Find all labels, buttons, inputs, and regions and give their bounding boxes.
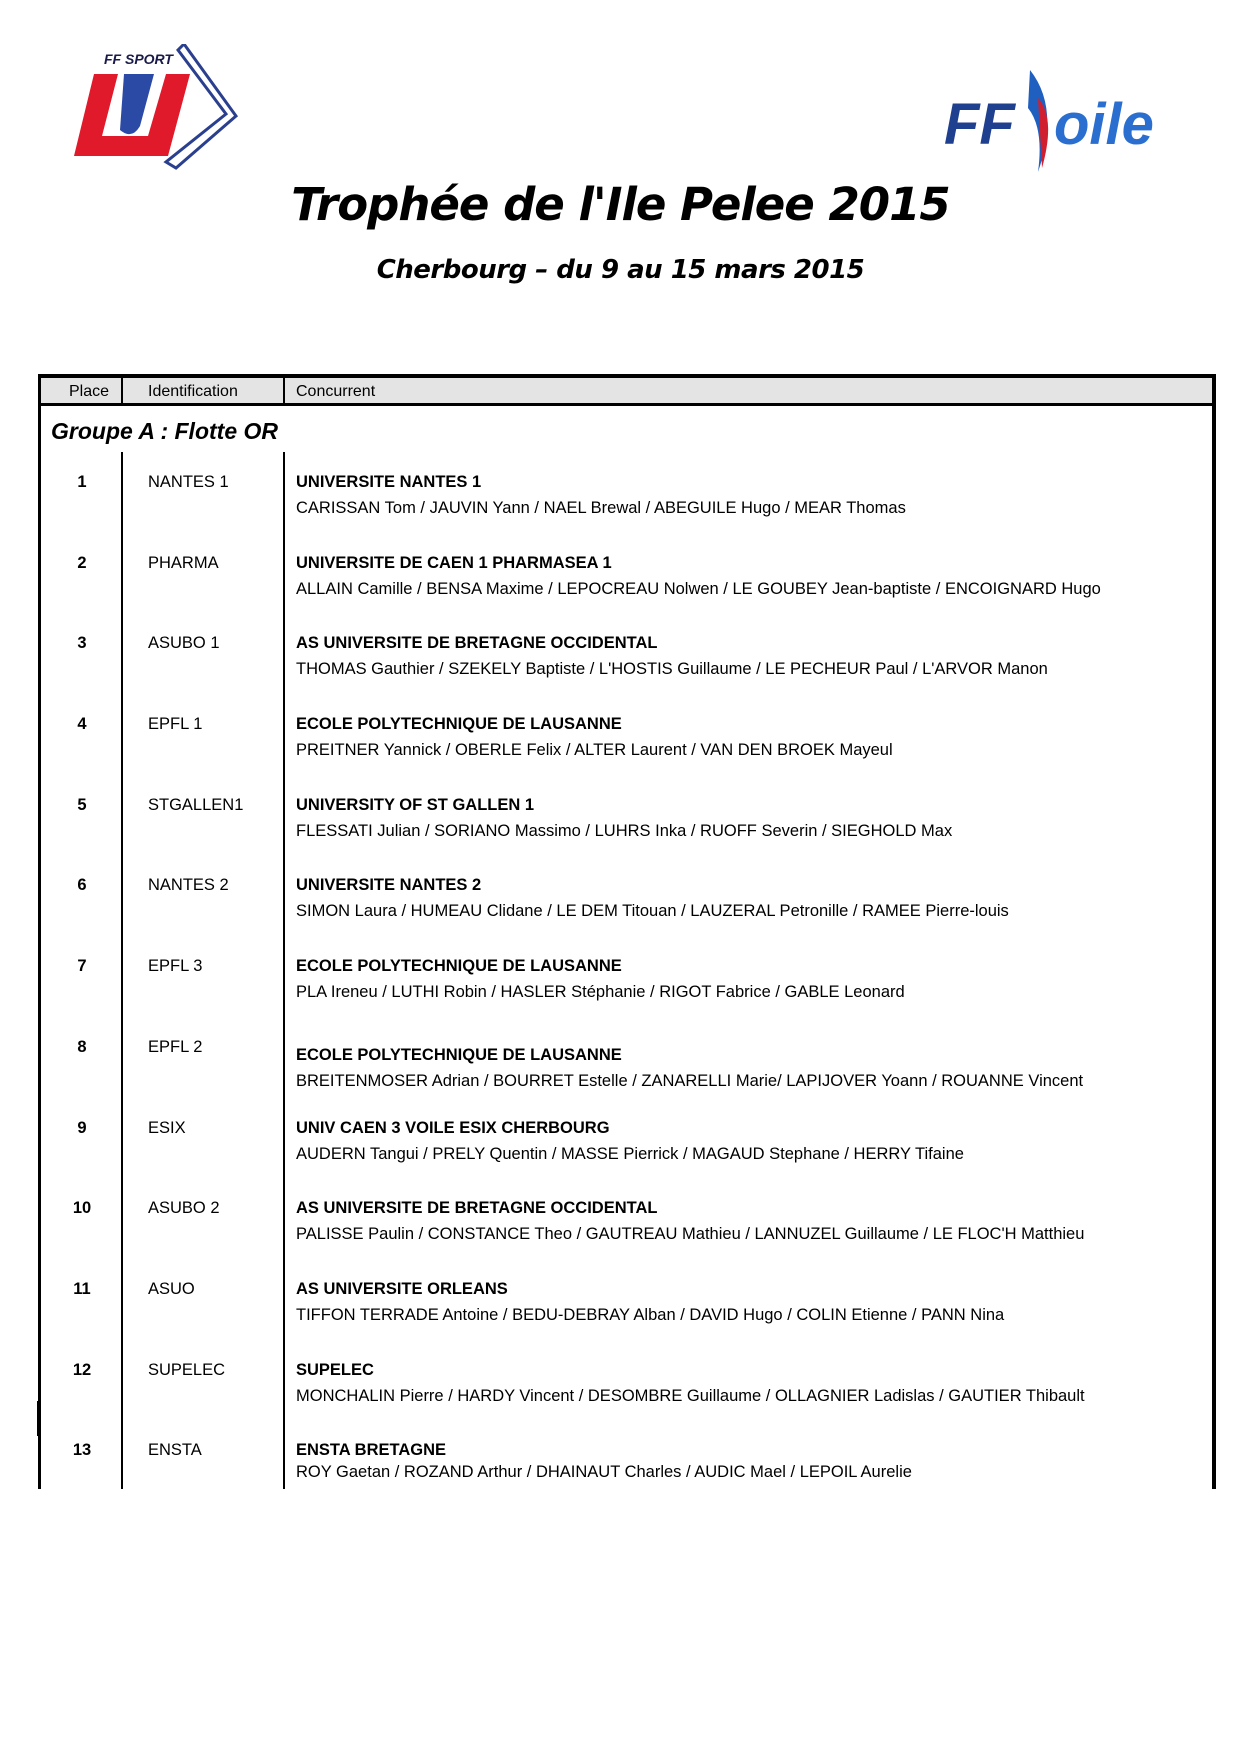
table-row <box>41 789 1212 870</box>
row-team-name: ENSTA BRETAGNE <box>296 1441 447 1460</box>
row-place: 9 <box>77 1118 87 1137</box>
row-members: PALISSE Paulin / CONSTANCE Theo / GAUTREAU Mathieu / LANNUZEL Guillaume / LE FLOC'H Matthieu <box>296 1225 1085 1244</box>
ffvoile-logo <box>942 68 1192 174</box>
row-identification: EPFL 1 <box>148 715 203 734</box>
row-members: PREITNER Yannick / OBERLE Felix / ALTER Laurent / VAN DEN BROEK Mayeul <box>296 741 893 760</box>
header-place: Place <box>69 383 110 400</box>
row-identification: ASUBO 2 <box>148 1199 220 1218</box>
row-identification: PHARMA <box>148 553 219 572</box>
ff-sport-u-logo <box>66 44 242 170</box>
table-row <box>41 1354 1212 1435</box>
row-members: CARISSAN Tom / JAUVIN Yann / NAEL Brewal / ABEGUILE Hugo / MEAR Thomas <box>296 499 906 517</box>
row-identification: ENSTA <box>148 1441 202 1460</box>
table-row <box>41 547 1212 628</box>
header-concurrent: Concurrent <box>296 383 376 400</box>
row-team-name: AS UNIVERSITE ORLEANS <box>296 1279 508 1298</box>
table-row <box>41 1031 1212 1112</box>
page-subtitle: Cherbourg – du 9 au 15 mars 2015 <box>376 255 865 285</box>
row-members: BREITENMOSER Adrian / BOURRET Estelle / ZANARELLI Marie/ LAPIJOVER Yoann / ROUANNE Vincent <box>296 1071 1084 1090</box>
table-row <box>41 869 1212 950</box>
row-identification: NANTES 2 <box>148 876 229 895</box>
row-team-name: AS UNIVERSITE DE BRETAGNE OCCIDENTAL <box>296 634 658 653</box>
row-identification: ESIX <box>148 1118 186 1137</box>
table-body <box>41 466 1212 1515</box>
row-identification: ASUO <box>148 1279 195 1298</box>
page-title: Trophée de l'Ile Pelee 2015 <box>291 178 950 231</box>
row-place: 8 <box>77 1037 87 1056</box>
row-members: MONCHALIN Pierre / HARDY Vincent / DESOMBRE Guillaume / OLLAGNIER Ladislas / GAUTIER Thibault <box>296 1386 1085 1405</box>
row-place: 10 <box>72 1199 92 1218</box>
results-table <box>38 374 1216 1489</box>
row-team-name: AS UNIVERSITE DE BRETAGNE OCCIDENTAL <box>296 1199 658 1218</box>
table-row <box>41 950 1212 1031</box>
row-team-name: ECOLE POLYTECHNIQUE DE LAUSANNE <box>296 957 622 976</box>
row-place: 11 <box>73 1279 91 1298</box>
svg-text:oile: oile <box>1054 92 1154 157</box>
row-place: 3 <box>77 634 87 653</box>
row-team-name: UNIVERSITE NANTES 1 <box>296 473 482 491</box>
row-place: 6 <box>77 876 87 895</box>
row-identification: SUPELEC <box>148 1360 226 1379</box>
row-identification: ASUBO 1 <box>148 634 220 653</box>
row-place: 7 <box>77 957 87 976</box>
svg-text:FF: FF <box>944 92 1015 157</box>
row-members: PLA Ireneu / LUTHI Robin / HASLER Stéphanie / RIGOT Fabrice / GABLE Leonard <box>296 983 905 1002</box>
row-identification: STGALLEN1 <box>148 795 244 814</box>
row-team-name: SUPELEC <box>296 1360 374 1379</box>
row-place: 13 <box>72 1441 92 1460</box>
row-team-name: UNIVERSITY OF ST GALLEN 1 <box>296 795 535 814</box>
header-divider <box>283 378 285 403</box>
table-row <box>41 466 1212 547</box>
row-members: THOMAS Gauthier / SZEKELY Baptiste / L'HOSTIS Guillaume / LE PECHEUR Paul / L'ARVOR Manon <box>296 660 1048 679</box>
margin-marker <box>37 1401 40 1436</box>
row-identification: NANTES 1 <box>148 473 229 491</box>
row-members: ALLAIN Camille / BENSA Maxime / LEPOCREAU Nolwen / LE GOUBEY Jean-baptiste / ENCOIGNARD Hugo <box>296 579 1101 598</box>
group-heading: Groupe A : Flotte OR <box>51 418 279 444</box>
row-place: 5 <box>77 795 87 814</box>
header-identification: Identification <box>148 383 238 400</box>
row-team-name: UNIVERSITE NANTES 2 <box>296 876 482 895</box>
row-place: 1 <box>77 473 87 491</box>
table-row <box>41 1112 1212 1193</box>
row-team-name: UNIV CAEN 3 VOILE ESIX CHERBOURG <box>296 1118 610 1137</box>
row-members: AUDERN Tangui / PRELY Quentin / MASSE Pierrick / MAGAUD Stephane / HERRY Tifaine <box>296 1144 964 1163</box>
table-row <box>41 708 1212 789</box>
row-identification: EPFL 3 <box>148 957 203 976</box>
row-members: SIMON Laura / HUMEAU Clidane / LE DEM Titouan / LAUZERAL Petronille / RAMEE Pierre-louis <box>296 902 1009 921</box>
svg-text:FF SPORT: FF SPORT <box>104 51 173 67</box>
row-team-name: ECOLE POLYTECHNIQUE DE LAUSANNE <box>296 715 622 734</box>
row-members: TIFFON TERRADE Antoine / BEDU-DEBRAY Alban / DAVID Hugo / COLIN Etienne / PANN Nina <box>296 1305 1005 1324</box>
table-row <box>41 1273 1212 1354</box>
header-divider <box>121 378 123 403</box>
row-members: FLESSATI Julian / SORIANO Massimo / LUHRS Inka / RUOFF Severin / SIEGHOLD Max <box>296 821 953 840</box>
row-place: 2 <box>77 553 87 572</box>
row-place: 4 <box>77 715 87 734</box>
table-row <box>41 627 1212 708</box>
table-header <box>41 374 1212 406</box>
table-row <box>41 1434 1212 1515</box>
row-place: 12 <box>72 1360 92 1379</box>
table-row <box>41 1192 1212 1273</box>
row-members: ROY Gaetan / ROZAND Arthur / DHAINAUT Charles / AUDIC Mael / LEPOIL Aurelie <box>296 1463 912 1482</box>
row-team-name: ECOLE POLYTECHNIQUE DE LAUSANNE <box>296 1045 622 1064</box>
row-team-name: UNIVERSITE DE CAEN 1 PHARMASEA 1 <box>296 553 612 572</box>
row-identification: EPFL 2 <box>148 1037 203 1056</box>
